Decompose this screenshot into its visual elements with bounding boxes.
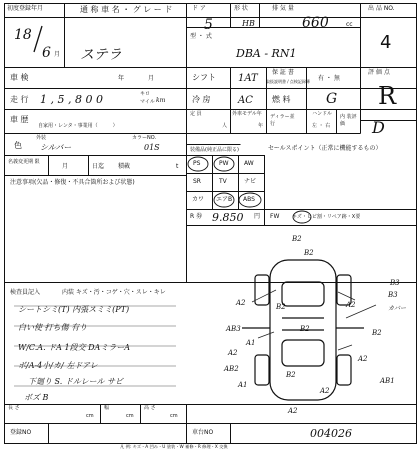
- reg-no-label: 登録NO: [10, 429, 32, 436]
- damage-mark: AB2: [224, 365, 239, 373]
- damage-mark: B2: [372, 329, 382, 337]
- transfer-day-label: 日迄: [92, 163, 105, 170]
- rating-label: 評 価 点: [368, 69, 390, 76]
- mileage-unit-km: キロ: [140, 91, 151, 97]
- damage-mark: A2: [346, 301, 356, 309]
- damage-mark: A2: [288, 407, 298, 415]
- shape-value: HB: [242, 19, 255, 28]
- legend-text: 凡 例: キズ・A 凹み・U 塗装・W 補修・R 修理・X 交換: [120, 444, 228, 450]
- width-label: 幅: [104, 405, 110, 411]
- displacement-unit: cc: [346, 21, 353, 28]
- height-unit: cm: [170, 413, 178, 419]
- damage-mark: B2: [304, 249, 314, 257]
- notes-label: 注意事項(欠品・修復・不具合箇所および状態): [10, 179, 135, 186]
- chassis-value: 004026: [310, 427, 352, 440]
- damage-mark: B3: [388, 291, 398, 299]
- inspection-note: ボ/A-4小/カ/ 左ドアレ: [18, 361, 98, 370]
- damage-mark: A1: [238, 381, 248, 389]
- equipment-label: 装備品(純正品に限る): [190, 147, 239, 153]
- inspection-date-label: 車 検: [10, 73, 29, 82]
- transfer-month: 月: [62, 163, 69, 170]
- mileage-hw-unit: km: [156, 97, 166, 104]
- model-value: DBA - RN1: [236, 47, 297, 60]
- color-label: 色: [14, 141, 22, 150]
- inspection-note: 白い使 打ち傷 有り: [18, 323, 88, 332]
- equipment-item-abs: ABS: [243, 196, 255, 203]
- inspection-note: 下廻り S. ドルレール サビ: [28, 377, 124, 386]
- warranty-label: 保 証 書: [272, 69, 294, 76]
- exhibit-value: 4: [380, 32, 392, 53]
- capacity-unit: 人: [222, 123, 228, 129]
- color-no-label: カラーNO.: [132, 135, 157, 141]
- history-sub-label: 自家用・レンタ・事業用（ ）: [38, 123, 118, 129]
- selling-points-label: セールスポイント（正常に機能するもの）: [268, 145, 382, 152]
- price-value: 9.850: [212, 211, 244, 224]
- equipment-item-pw: PW: [219, 160, 229, 167]
- shape-label: 形 状: [234, 5, 248, 12]
- fuel-label: 燃 料: [272, 95, 291, 104]
- aircon-label: 冷 房: [192, 95, 211, 104]
- inspection-note: ボズ B: [24, 393, 49, 402]
- mileage-label: 走 行: [10, 95, 29, 104]
- length-label: 長 さ: [8, 405, 20, 411]
- equipment-item-leather: カワ: [192, 196, 205, 203]
- chassis-label: 車台NO: [192, 429, 214, 436]
- color-value: シルバー: [40, 143, 72, 152]
- equipment-item-airbag: エアB: [216, 196, 233, 203]
- dealer-label: ディラー並 行: [270, 114, 295, 127]
- damage-mark: B3: [390, 279, 400, 287]
- displacement-value: 660: [302, 15, 329, 31]
- width-unit: cm: [126, 413, 134, 419]
- price-unit: 円: [254, 213, 261, 220]
- doors-value: 5: [204, 17, 213, 33]
- price-label: R 券: [190, 213, 203, 220]
- month-value: 6: [42, 45, 51, 61]
- year-value: 18: [14, 27, 32, 43]
- model-year-unit: 年: [258, 123, 264, 129]
- fw-items: キズ・ヒビ割・リペア跡・X要: [292, 214, 361, 220]
- model-year-label: 外車モデル年: [232, 111, 262, 117]
- inspection-label: 検査員記入: [10, 289, 41, 296]
- transfer-label: 名義変更期 限: [8, 159, 40, 165]
- transfer-load-label: 積載: [118, 163, 131, 170]
- handle-label: ハンドル: [312, 111, 333, 117]
- damage-mark: B2: [300, 325, 310, 333]
- color-no-value: 01S: [144, 143, 160, 152]
- rating-value: R: [378, 82, 397, 110]
- inspection-options: 内装 キズ・汚・コゲ・穴・スレ・キレ: [62, 289, 166, 296]
- inspection-note: W/C.A. ドA 1段交 DAミラーA: [18, 343, 131, 352]
- history-label: 車 歴: [10, 115, 29, 124]
- first-reg-label: 初度登録年月: [7, 5, 44, 12]
- model-label: 型 ・ 式: [190, 33, 212, 40]
- mileage-unit-mile: マイル: [140, 99, 155, 105]
- equipment-item-navi: ナビ: [244, 178, 257, 185]
- color-exterior-label: 外装: [36, 135, 47, 141]
- inspection-month-unit: 月: [148, 75, 155, 82]
- damage-mark: カバー: [388, 305, 407, 312]
- fw-label: FW: [270, 213, 280, 220]
- damage-mark: A2: [228, 349, 238, 357]
- damage-mark: B2: [276, 303, 286, 311]
- damage-mark: B2: [292, 235, 302, 243]
- equipment-item-sr: SR: [193, 178, 201, 185]
- interior-value: D: [372, 118, 385, 137]
- warranty-options: 有 ・ 無: [318, 75, 340, 82]
- shift-value: 1AT: [238, 73, 258, 84]
- displacement-label: 排 気 量: [272, 5, 294, 12]
- equipment-item-tv: TV: [219, 178, 227, 185]
- transfer-load-unit: t: [176, 163, 179, 170]
- car-name: ステラ: [80, 47, 122, 63]
- equipment-item-ps: PS: [193, 160, 201, 167]
- inspection-year-unit: 年: [118, 75, 125, 82]
- mileage-value: 1 , 5 , 8 0 0: [40, 93, 103, 106]
- shift-label: シフト: [192, 73, 216, 82]
- damage-mark: A2: [236, 299, 246, 307]
- fuel-value: G: [326, 91, 338, 107]
- damage-mark: A2: [320, 387, 330, 395]
- height-label: 高 さ: [144, 405, 156, 411]
- equipment-item-aw: AW: [244, 160, 254, 167]
- damage-mark: B2: [286, 371, 296, 379]
- handle-options: 左 ・ 右: [312, 123, 331, 129]
- capacity-label: 定 員: [190, 111, 202, 117]
- aircon-value: AC: [238, 95, 253, 106]
- interior-label: 内 装評 価: [340, 114, 357, 127]
- name-grade-label: 通 称 車 名 ・ グ レ ー ド: [80, 5, 173, 14]
- damage-mark: A1: [246, 339, 256, 347]
- damage-mark: AB3: [226, 325, 241, 333]
- exhibit-label: 出 品 NO.: [368, 5, 395, 12]
- doors-label: ド ア: [192, 5, 206, 12]
- length-unit: cm: [86, 413, 94, 419]
- inspection-note: シートシミ(T) 内張スミミ(PT): [18, 305, 130, 314]
- month-unit: 月: [54, 51, 61, 58]
- damage-mark: A2: [358, 355, 368, 363]
- warranty-sub: 取扱説明書 / 点検記録簿: [266, 79, 310, 85]
- damage-mark: AB1: [380, 377, 395, 385]
